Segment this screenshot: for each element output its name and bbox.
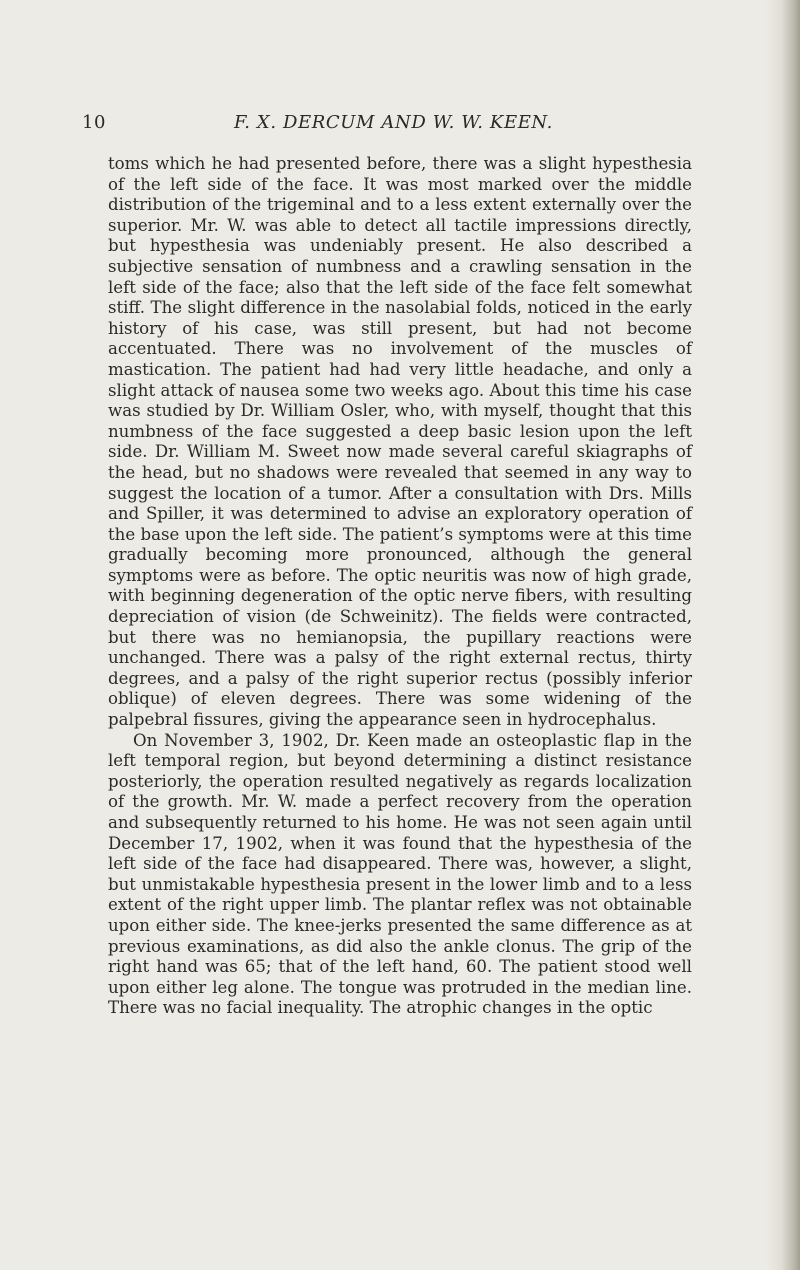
paragraph: On November 3, 1902, Dr. Keen made an osteoplastic flap in the left temporal region, but beyond determining a distinct resistance posteriorly, the operation resulted negatively as regards localization of the growth. Mr. W. made a perfect recovery from the operation and subsequently returned to his home. He was not seen again until December 17, 1902, when it was found that the hypesthesia of the left side of the face had disappeared. There was, however, a slight, but unmistakable hypesthesia present in the lower limb and to a less extent of the right upper limb. The plantar reflex was not obtainable upon either side. The knee-jerks presented the same difference as at previous examinations, as did also the ankle clonus. The grip of the right hand was 65; that of the left hand, 60. The patient stood well upon either leg alone. The tongue was protruded in the median line. There was no facial inequality. The atrophic changes in the optic	[108, 730, 692, 1018]
running-head: F. X. DERCUM AND W. W. KEEN.	[234, 112, 553, 133]
page-edge-shadow	[766, 0, 800, 1270]
page-number: 10	[82, 112, 106, 133]
paragraph: toms which he had presented before, there was a slight hypesthesia of the left side of the face. It was most marked over the middle distribution of the trigeminal and to a less extent externally over the superior. Mr. W. was able to detect all tactile impressions directly, but hypesthesia was undeniably present. He also described a subjective sensation of numbness and a crawling sensation in the left side of the face; also that the left side of the face felt somewhat stiff. The slight difference in the nasolabial folds, noticed in the early history of his case, was still present, but had not become accentuated. There was no involvement of the muscles of mastication. The patient had had very little headache, and only a slight attack of nausea some two weeks ago. About this time his case was studied by Dr. William Osler, who, with myself, thought that this numbness of the face suggested a deep basic lesion upon the left side. Dr. William M. Sweet now made several careful skiagraphs of the head, but no shadows were revealed that seemed in any way to suggest the location of a tumor. After a consultation with Drs. Mills and Spiller, it was determined to advise an exploratory operation of the base upon the left side. The patient’s symptoms were at this time gradually becoming more pronounced, although the general symptoms were as before. The optic neuritis was now of high grade, with beginning degeneration of the optic nerve fibers, with resulting depreciation of vision (de Schweinitz). The fields were contracted, but there was no hemianopsia, the pupillary reactions were unchanged. There was a palsy of the right external rectus, thirty degrees, and a palsy of the right superior rectus (possibly inferior oblique) of eleven degrees. There was some widening of the palpebral fissures, giving the appearance seen in hydrocephalus.	[108, 154, 692, 730]
body-text	[108, 154, 692, 1019]
